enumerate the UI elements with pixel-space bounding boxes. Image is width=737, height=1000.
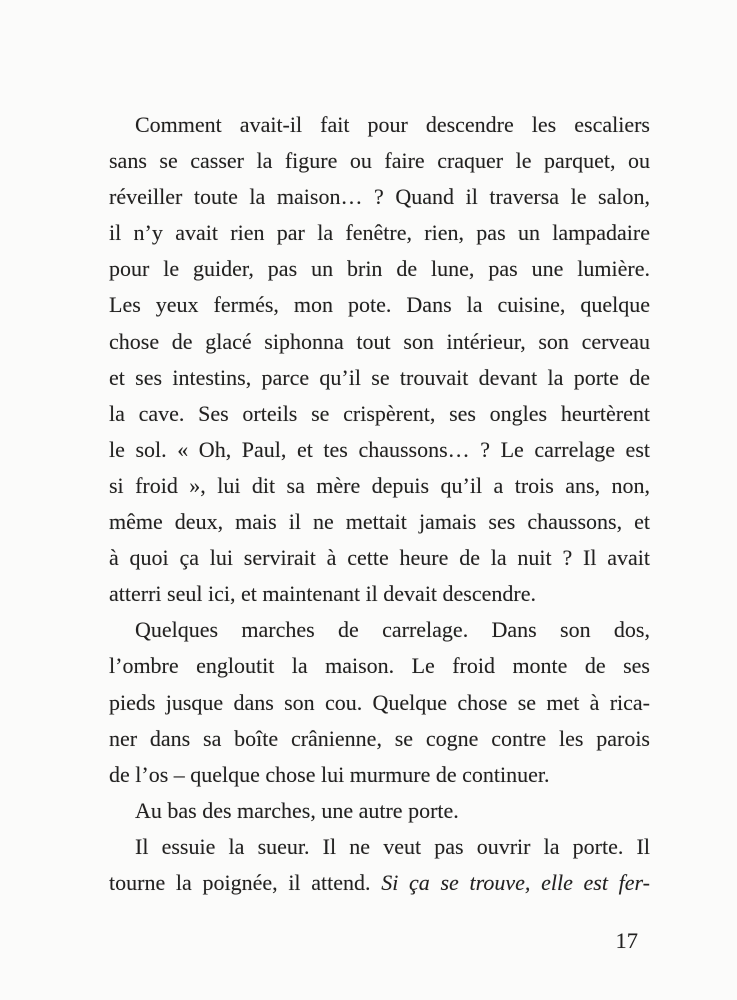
text-line bbox=[109, 396, 650, 432]
text-segment: à quoi ça lui servirait à cette heure de la nuit ? Il avait bbox=[109, 545, 650, 571]
text-segment: le sol. « Oh, Paul, et tes chaussons… ? Le carrelage est bbox=[109, 436, 650, 462]
text-segment: l’ombre engloutit la maison. Le froid monte de ses bbox=[109, 653, 650, 679]
text-segment: il n’y avait rien par la fenêtre, rien, pas un lampadaire bbox=[109, 220, 650, 246]
text-line-content bbox=[109, 287, 650, 323]
text-line bbox=[109, 179, 650, 215]
text-line-content bbox=[109, 396, 650, 432]
text-segment: Comment avait-il fait pour descendre les escaliers bbox=[135, 112, 650, 137]
text-line bbox=[109, 865, 650, 901]
text-line bbox=[109, 360, 650, 396]
text-line-content bbox=[109, 865, 650, 901]
text-segment: atterri seul ici, et maintenant il devait descendre. bbox=[109, 581, 536, 607]
text-segment: et ses intestins, parce qu’il se trouvait devant la porte de bbox=[109, 364, 650, 390]
text-segment: Quelques marches de carrelage. Dans son dos, bbox=[135, 617, 650, 643]
text-line bbox=[109, 287, 650, 323]
page-text bbox=[109, 107, 650, 901]
text-line-content bbox=[109, 721, 650, 757]
text-line-content bbox=[109, 251, 650, 287]
text-segment: de l’os – quelque chose lui murmure de continuer. bbox=[109, 761, 550, 787]
text-line-content bbox=[109, 757, 550, 793]
text-line bbox=[109, 107, 650, 143]
page-number: 17 bbox=[615, 928, 638, 953]
text-line bbox=[109, 576, 650, 612]
text-line-content bbox=[109, 576, 536, 612]
text-line bbox=[109, 612, 650, 648]
text-line bbox=[109, 215, 650, 251]
text-segment: la cave. Ses orteils se crispèrent, ses ongles heurtèrent bbox=[109, 400, 650, 426]
text-line-content bbox=[109, 324, 650, 360]
text-line bbox=[109, 324, 650, 360]
text-segment: Au bas des marches, une autre porte. bbox=[135, 797, 459, 823]
text-line bbox=[109, 251, 650, 287]
text-line bbox=[109, 685, 650, 721]
text-segment: ner dans sa boîte crânienne, se cogne contre les parois bbox=[109, 725, 650, 751]
text-line bbox=[109, 143, 650, 179]
text-line bbox=[109, 504, 650, 540]
text-line bbox=[109, 793, 650, 829]
text-line-content bbox=[135, 612, 650, 648]
text-line bbox=[109, 757, 650, 793]
text-segment: pieds jusque dans son cou. Quelque chose se met à rica- bbox=[109, 689, 650, 715]
text-line-content bbox=[135, 107, 650, 143]
text-segment: sans se casser la figure ou faire craquer le parquet, ou bbox=[109, 148, 650, 174]
text-line bbox=[109, 468, 650, 504]
text-line bbox=[109, 648, 650, 684]
text-segment: réveiller toute la maison… ? Quand il traversa le salon, bbox=[109, 184, 650, 210]
text-line bbox=[109, 721, 650, 757]
text-segment: pour le guider, pas un brin de lune, pas une lumière. bbox=[109, 256, 650, 282]
text-line-content bbox=[109, 179, 650, 215]
text-line-content bbox=[109, 540, 650, 576]
text-line bbox=[109, 540, 650, 576]
text-line-content bbox=[109, 143, 650, 179]
text-line bbox=[109, 432, 650, 468]
text-segment: si froid », lui dit sa mère depuis qu’il a trois ans, non, bbox=[109, 472, 650, 498]
text-line-content bbox=[109, 360, 650, 396]
text-segment: chose de glacé siphonna tout son intérieur, son cerveau bbox=[109, 328, 650, 354]
text-line-content bbox=[109, 468, 650, 504]
text-line-content bbox=[135, 793, 459, 829]
text-line bbox=[109, 829, 650, 865]
text-segment: tourne la poignée, il attend. bbox=[109, 869, 382, 895]
text-line-content bbox=[109, 432, 650, 468]
text-line-content bbox=[109, 685, 650, 721]
text-line-content bbox=[109, 504, 650, 540]
text-line-content bbox=[109, 648, 650, 684]
text-segment: Les yeux fermés, mon pote. Dans la cuisine, quelque bbox=[109, 292, 650, 318]
text-line-content bbox=[109, 215, 650, 251]
italic-text-segment: Si ça se trouve, elle est fer- bbox=[381, 869, 651, 895]
text-segment: même deux, mais il ne mettait jamais ses chaussons, et bbox=[109, 509, 650, 535]
text-segment: Il essuie la sueur. Il ne veut pas ouvrir la porte. Il bbox=[135, 833, 650, 859]
text-line-content bbox=[135, 829, 650, 865]
